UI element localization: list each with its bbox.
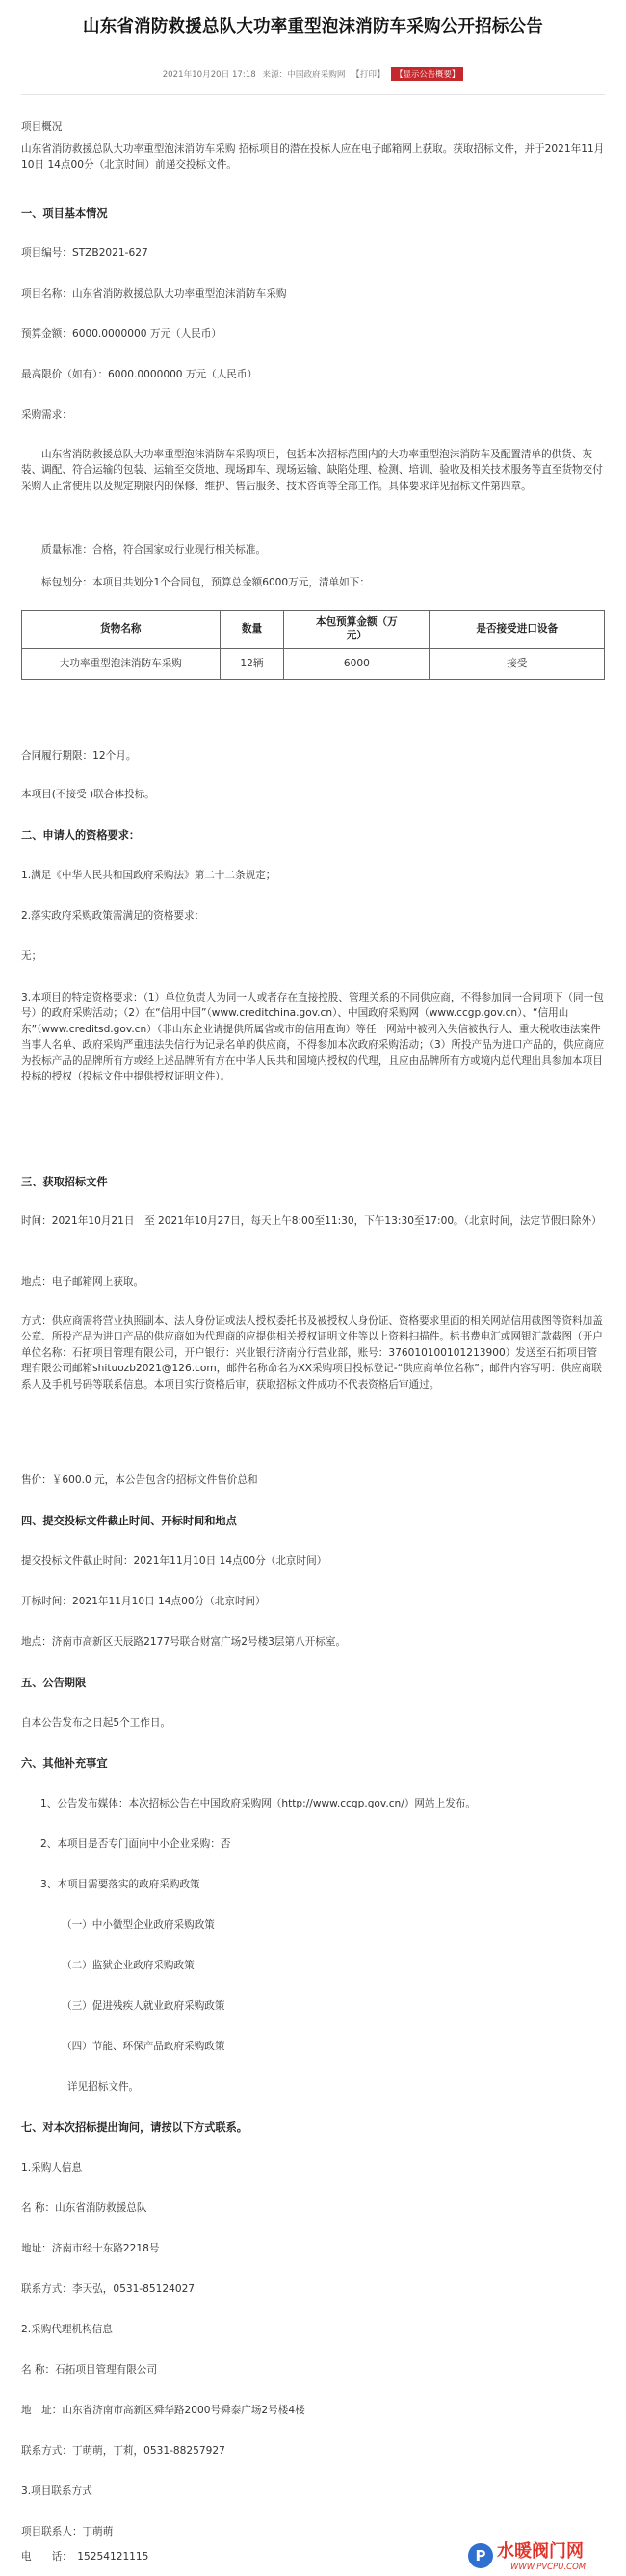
purchaser-title: 1.采购人信息 [21,2162,83,2173]
section-6-heading: 六、其他补充事宜 [21,1757,108,1770]
table-cell: 12辆 [220,649,284,680]
meta-bar [0,67,626,81]
print-link[interactable]: 【打印】 [352,70,385,80]
purchaser-contact: 联系方式：李天弘，0531-85124027 [21,2283,196,2295]
budget-amount: 预算金额：6000.0000000 万元（人民币） [21,328,222,340]
agency-title: 2.采购代理机构信息 [21,2324,113,2335]
table-header: 数量 [220,611,284,649]
obtain-method: 方式：供应商需将营业执照副本、法人身份证或法人授权委托书及被授权人身份证、资格要求里面的相关网站信用截图等资料加盖公章、所投产品为进口产品的供应商如为代理商的应提供相关授权证明文件等以上资料扫描件。标书费电汇或网银汇款截图（开户单位名称：石拓项目管理有限公司，开户银行：兴业银行济南分行营业部，账号：376010100101213900）发送至石拓项目管理有限公司邮箱shituozb2021@126.com，邮件名称命名为XX采购项目投标登记-“供应商单位名称”；邮件内容写明：供应商联系人及手机号码等联系信息。本项目实行资格后审，获取招标文件成功不代表资格后审通过。 [21,1315,603,1391]
watermark-site: WWW.PVCPU.COM [510,2563,587,2572]
overview-text: 山东省消防救援总队大功率重型泡沫消防车采购 招标项目的潜在投标人应在电子邮箱网上获取。获取招标文件，并于2021年11月10日 14点00分（北京时间）前递交投标文件。 [21,143,605,171]
divider [21,94,605,95]
overview-heading: 项目概况 [21,121,63,133]
goods-table [21,610,605,680]
table-cell: 大功率重型泡沫消防车采购 [22,649,221,680]
project-contact-title: 3.项目联系方式 [21,2485,92,2497]
policy-item: （四）节能、环保产品政府采购政策 [62,2041,225,2052]
section-5-heading: 五、公告期限 [21,1677,87,1689]
section-7-heading: 七、对本次招标提出询问，请按以下方式联系。 [21,2121,248,2134]
section-3-heading: 三、获取招标文件 [21,1176,108,1188]
agency-contact: 联系方式：丁萌萌，丁莉，0531-88257927 [21,2445,225,2457]
table-cell: 接受 [430,649,605,680]
page-title: 山东省消防救援总队大功率重型泡沫消防车采购公开招标公告 [83,17,543,37]
policy-item: （一）中小微型企业政府采购政策 [62,1919,215,1931]
project-number: 项目编号：STZB2021-627 [21,247,148,259]
consortium-note: 本项目(不接受 )联合体投标。 [21,789,155,800]
document-price: 售价：￥600.0 元，本公告包含的招标文件售价总和 [21,1474,258,1486]
purchaser-name: 名 称：山东省消防救援总队 [21,2202,147,2214]
qualification-3: 3.本项目的特定资格要求：（1）单位负责人为同一人或者存在直接控股、管理关系的不同供应商，不得参加同一合同项下（同一包号）的政府采购活动；（2）在“信用中国”（www.creditchina.gov.cn）、中国政府采购网（www.ccgp.gov.cn）、“信用山东”（www.creditsd.gov.cn）（非山东企业请提供所属省或市的信用查询）等任一网站中被列入失信被执行人、重大税收违法案件当事人名单、政府采购严重违法失信行为记录名单的供应商，不得参加本次政府采购活动；（3）所投产品为进口产品的，供应商应为投标产品的品牌所有方或经上述品牌所有方在中华人民共和国境内授权的代理，且应由品牌所有方或境内总代理出具参加本项目投标的授权（投标文件中提供授权证明文件）。 [21,992,605,1083]
source-label: 来源：中国政府采购网 [262,70,346,80]
publish-date: 2021年10月20日 17:18 [162,70,256,80]
qualification-1: 1.满足《中华人民共和国政府采购法》第二十二条规定； [21,870,276,881]
watermark-brand: 水暖阀门网 [497,2541,584,2562]
qualification-none: 无； [21,950,42,962]
see-document-note: 详见招标文件。 [67,2081,140,2093]
agency-name: 名 称：石拓项目管理有限公司 [21,2364,158,2376]
policy-item: （三）促进残疾人就业政府采购政策 [62,2000,225,2012]
max-price: 最高限价（如有）：6000.0000000 万元（人民币） [21,369,258,380]
table-header: 货物名称 [22,611,221,649]
qualification-2: 2.落实政府采购政策需满足的资格要求： [21,910,205,922]
show-summary-button[interactable]: 【显示公告概要】 [391,67,463,81]
table-row [22,649,605,680]
demand-label: 采购需求： [21,409,72,421]
project-name: 项目名称：山东省消防救援总队大功率重型泡沫消防车采购 [21,288,287,299]
project-contact-person: 项目联系人：丁萌萌 [21,2526,114,2537]
list-item: 1、公告发布媒体：本次招标公告在中国政府采购网（http://www.ccgp.gov.cn/）网站上发布。 [40,1798,476,1809]
list-item: 3、本项目需要落实的政府采购政策 [40,1879,200,1890]
lot-division: 标包划分：本项目共划分1个合同包，预算总金额6000万元，清单如下： [41,577,370,588]
agency-address: 地 址：山东省济南市高新区舜华路2000号舜泰广场2号楼4楼 [21,2405,305,2416]
watermark-logo-icon: P [468,2543,493,2568]
list-item: 2、本项目是否专门面向中小企业采购：否 [40,1838,231,1850]
project-phone: 电 话： 15254121115 [21,2551,149,2563]
obtain-time: 时间：2021年10月21日 至 2021年10月27日，每天上午8:00至11:30，下午13:30至17:00。（北京时间，法定节假日除外） [21,1215,602,1227]
policy-item: （二）监狱企业政府采购政策 [62,1960,195,1971]
section-4-heading: 四、提交投标文件截止时间、开标时间和地点 [21,1515,237,1527]
opening-time: 开标时间：2021年11月10日 14点00分（北京时间） [21,1596,266,1607]
section-2-heading: 二、申请人的资格要求： [21,829,141,842]
table-cell: 6000 [284,649,430,680]
section-1-heading: 一、项目基本情况 [21,207,108,220]
opening-place: 地点：济南市高新区天辰路2177号联合财富广场2号楼3层第八开标室。 [21,1636,347,1648]
table-header: 是否接受进口设备 [430,611,605,649]
table-header: 本包预算金额（万元） [284,611,430,649]
obtain-place: 地点：电子邮箱网上获取。 [21,1276,144,1288]
contract-period: 合同履行期限：12个月。 [21,750,137,762]
site-watermark [468,2540,613,2573]
demand-text: 山东省消防救援总队大功率重型泡沫消防车采购项目，包括本次招标范围内的大功率重型泡沫消防车及配置清单的供货、灰装、调配、符合运输的包装、运输至交货地、现场卸车、现场运输、缺陷处理、检测、培训、验收及相关技术服务等直至货物交付采购人正常使用以及规定期限内的保修、维护、售后服务、技术咨询等全部工作。具体要求详见招标文件第四章。 [21,449,603,492]
bid-deadline: 提交投标文件截止时间：2021年11月10日 14点00分（北京时间） [21,1555,327,1567]
purchaser-address: 地址：济南市经十东路2218号 [21,2243,160,2254]
quality-standard: 质量标准：合格，符合国家或行业现行相关标准。 [41,544,267,556]
notice-period: 自本公告发布之日起5个工作日。 [21,1717,171,1729]
table-header-row [22,611,605,649]
